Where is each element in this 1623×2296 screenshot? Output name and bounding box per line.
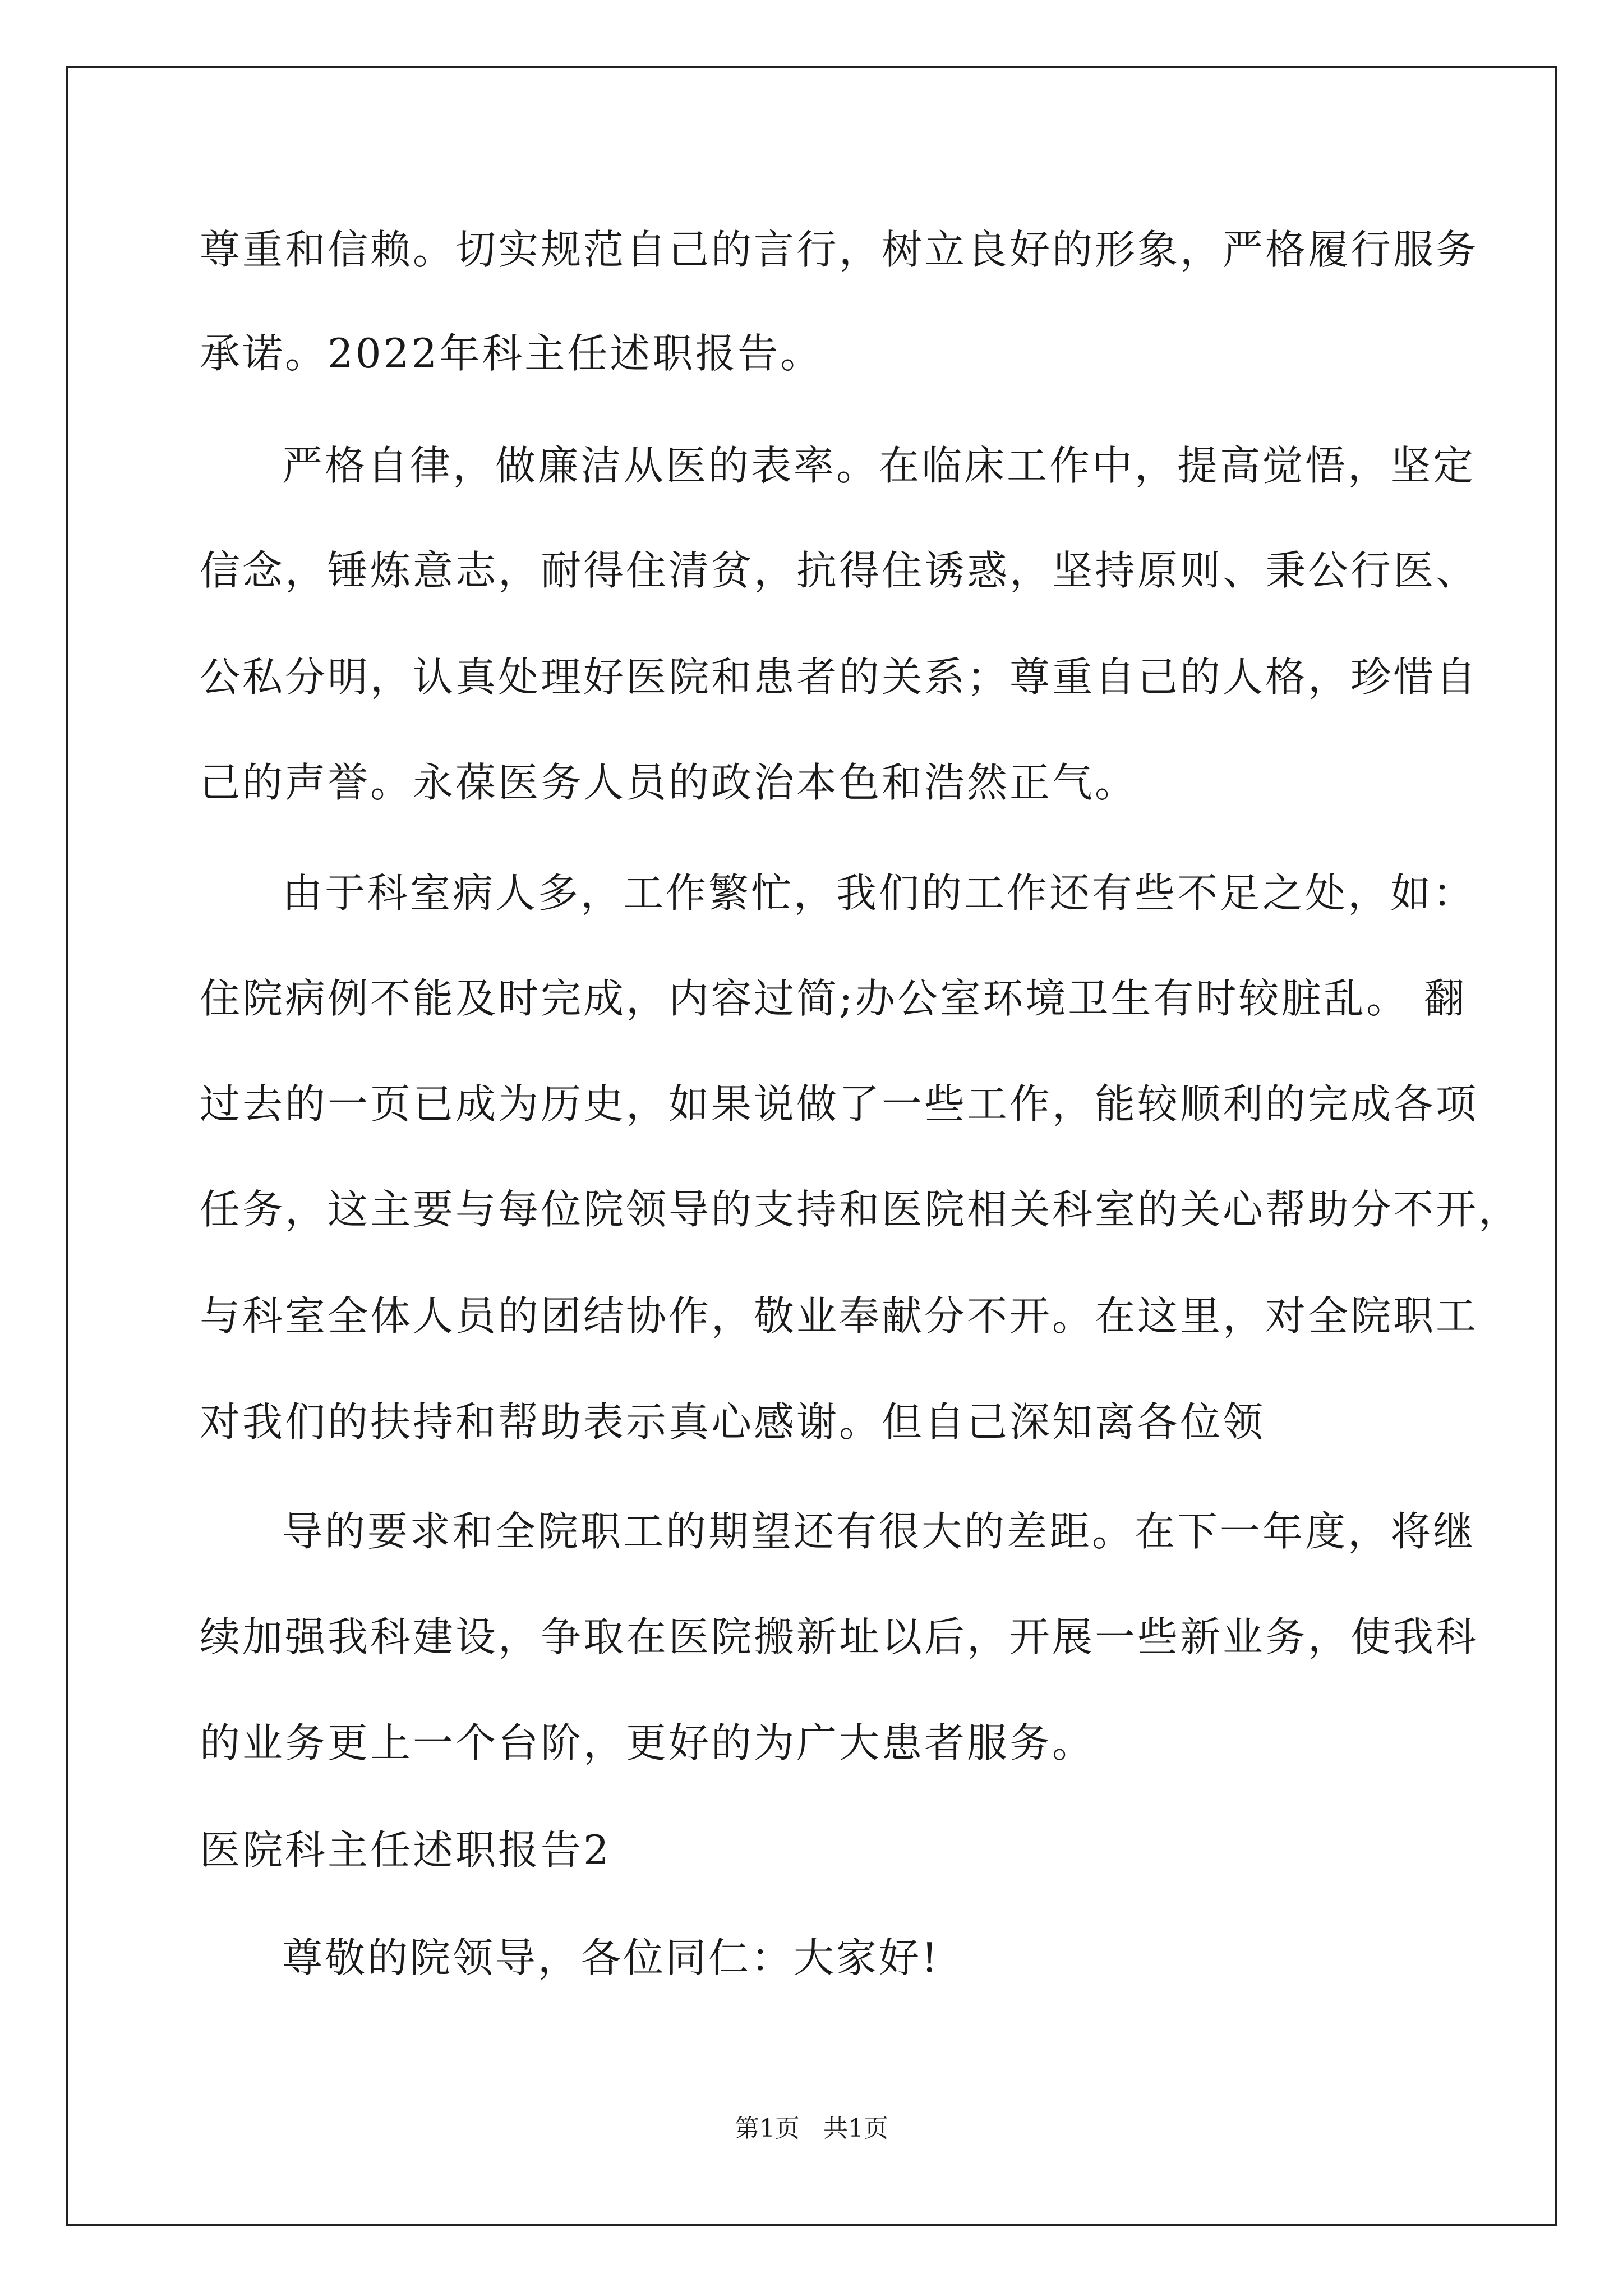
text-line: 己的声誉。永葆医务人员的政治本色和浩然正气。: [200, 759, 1138, 806]
text-line: 公私分明，认真处理好医院和患者的关系；尊重自己的人格，珍惜自: [200, 654, 1479, 701]
text-line: 对我们的扶持和帮助表示真心感谢。但自己深知离各位领: [200, 1398, 1266, 1446]
text-line: 续加强我科建设，争取在医院搬新址以后，开展一些新业务，使我科: [200, 1613, 1479, 1660]
text-line: 过去的一页已成为历史，如果说做了一些工作，能较顺利的完成各项: [200, 1080, 1479, 1128]
text-line: 住院病例不能及时完成，内容过简;办公室环境卫生有时较脏乱。 翻: [200, 975, 1467, 1022]
paragraph-start-line: 导的要求和全院职工的期望还有很大的差距。在下一年度，将继: [282, 1508, 1476, 1555]
page-footer: 第1页 共1页: [735, 2114, 888, 2143]
text-line: 与科室全体人员的团结协作，敬业奉献分不开。在这里，对全院职工: [200, 1292, 1479, 1340]
paragraph-start-line: 由于科室病人多，工作繁忙，我们的工作还有些不足之处，如：: [282, 869, 1476, 917]
section-heading: 医院科主任述职报告2: [200, 1826, 611, 1874]
salutation-line: 尊敬的院领导，各位同仁：大家好!: [282, 1934, 940, 1981]
paragraph-start-line: 严格自律，做廉洁从医的表率。在临床工作中，提高觉悟，坚定: [282, 442, 1476, 489]
text-line: 信念，锤炼意志，耐得住清贫，抗得住诱惑，坚持原则、秉公行医、: [200, 547, 1479, 594]
text-line: 任务，这主要与每位院领导的支持和医院相关科室的关心帮助分不开，: [200, 1186, 1521, 1233]
text-line: 承诺。2022年科主任述职报告。: [200, 330, 823, 377]
text-line: 的业务更上一个台阶，更好的为广大患者服务。: [200, 1719, 1095, 1766]
page-frame: [66, 66, 1557, 2226]
text-line: 尊重和信赖。切实规范自己的言行，树立良好的形象，严格履行服务: [200, 226, 1479, 273]
